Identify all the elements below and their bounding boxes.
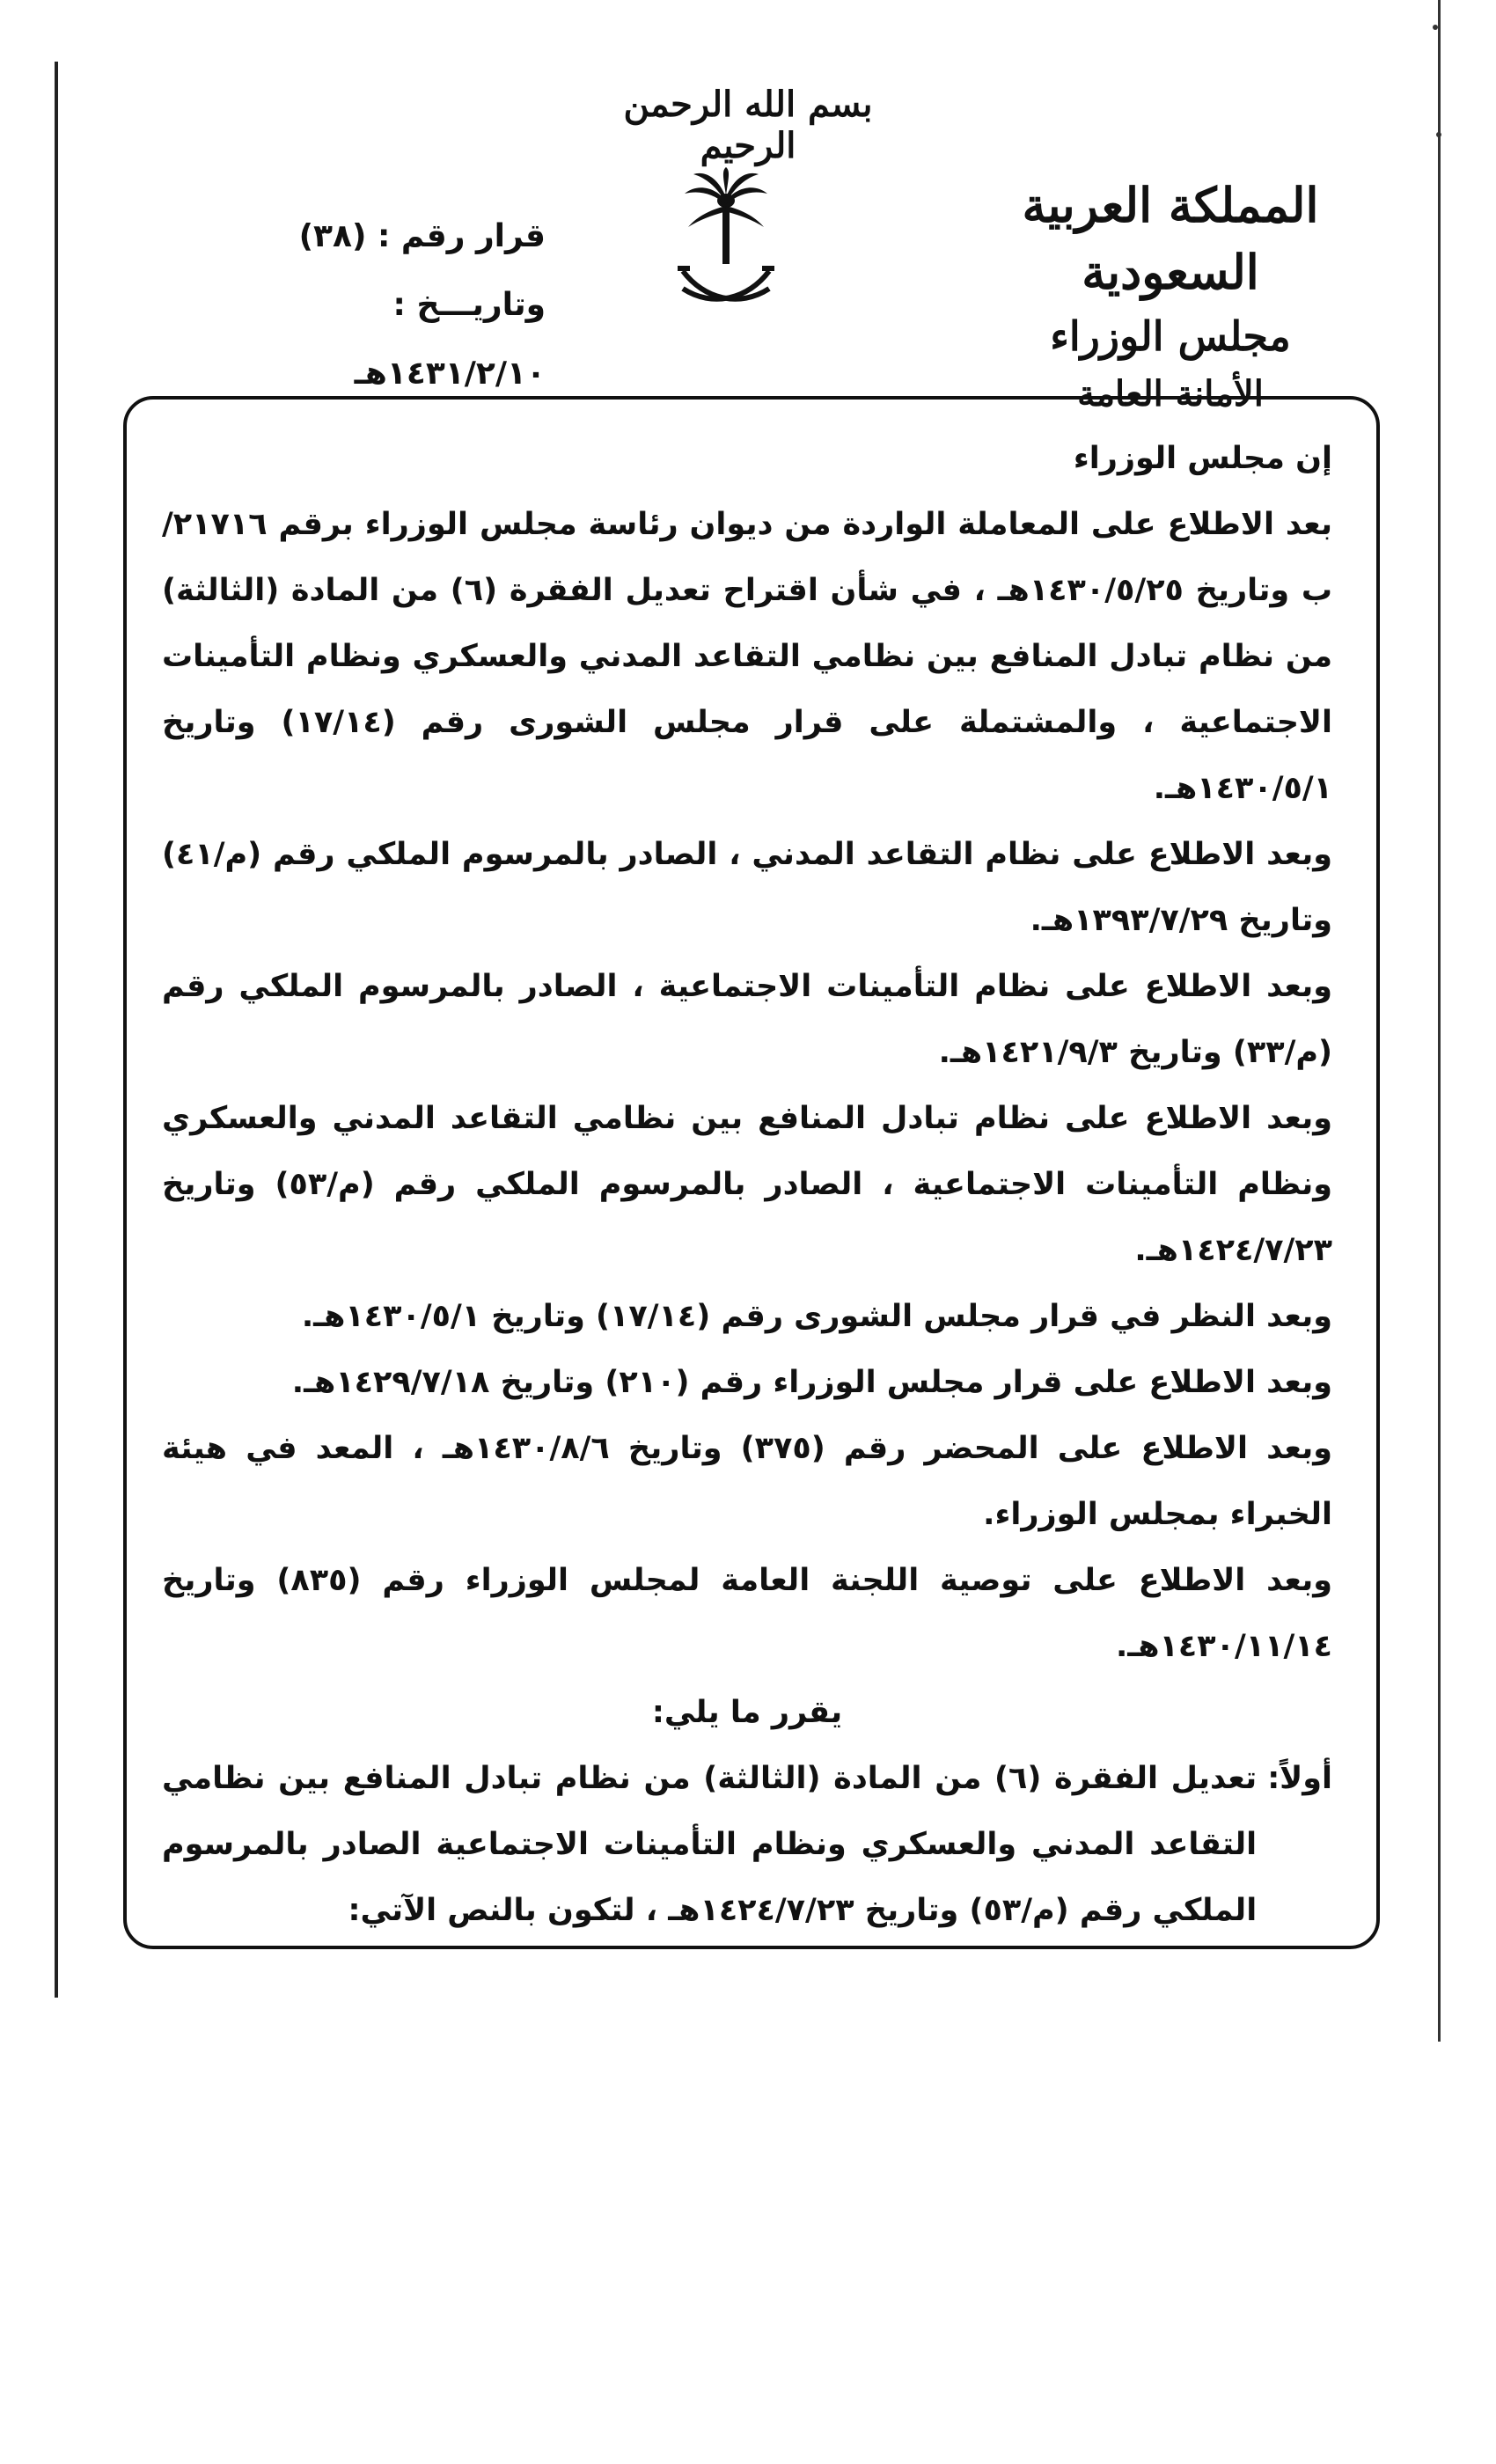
government-header: [950, 172, 1390, 422]
decision-meta: [264, 202, 546, 408]
item-label: أولاً:: [1267, 1761, 1332, 1796]
decision-item-one: [162, 1746, 1332, 1944]
saudi-emblem-icon: [678, 167, 774, 317]
basmala: بسم الله الرحمن الرحيم: [623, 84, 873, 166]
decides-heading: يقرر ما يلي:: [651, 1695, 843, 1730]
recital-paragraph: وبعد النظر في قرار مجلس الشورى رقم (١٧/١٤) وتاريخ ١٤٣٠/٥/١هـ.: [301, 1299, 1332, 1334]
recital-paragraph: وبعد الاطلاع على نظام تبادل المنافع بين نظامي التقاعد المدني والعسكري ونظام التأمينات الاجتماعية ، الصادر بالمرسوم الملكي رقم (م/٥٣) وتاريخ ١٤٢٤/٧/٢٣هـ.: [162, 1101, 1332, 1268]
item-text: تعديل الفقرة (٦) من المادة (الثالثة) من نظام تبادل المنافع بين نظامي التقاعد المدني والعسكري ونظام التأمينات الاجتماعية الصادر بالمرسوم الملكي رقم (م/٥٣) وتاريخ ١٤٢٤/٧/٢٣هـ ، لتكون بالنص الآتي:: [162, 1761, 1258, 1928]
recital-paragraph: وبعد الاطلاع على نظام التأمينات الاجتماعية ، الصادر بالمرسوم الملكي رقم (م/٣٣) وتاريخ ١٤٢١/٩/٣هـ.: [162, 969, 1332, 1070]
scan-edge-left: [55, 62, 58, 1998]
recital-paragraph: بعد الاطلاع على المعاملة الواردة من ديوان رئاسة مجلس الوزراء برقم ٢١٧١٦/ب وتاريخ ١٤٣٠/٥/٢٥هـ ، في شأن اقتراح تعديل الفقرة (٦) من المادة (الثالثة) من نظام تبادل المنافع بين نظامي التقاعد المدني والعسكري ونظام التأمينات الاجتماعية ، والمشتملة على قرار مجلس الشورى رقم (١٧/١٤) وتاريخ ١٤٣٠/٥/١هـ.: [162, 507, 1332, 806]
decision-number: قرار رقم : (٣٨): [298, 218, 546, 254]
recital-paragraph: وبعد الاطلاع على قرار مجلس الوزراء رقم (٢١٠) وتاريخ ١٤٢٩/٧/١٨هـ.: [291, 1365, 1332, 1400]
secretariat-name: الأمانة العامة: [1077, 373, 1264, 414]
recital-paragraph: وبعد الاطلاع على توصية اللجنة العامة لمجلس الوزراء رقم (٨٣٥) وتاريخ ١٤٣٠/١١/١٤هـ.: [162, 1563, 1332, 1664]
scan-edge-right: [1438, 0, 1441, 2042]
scan-speck: [1436, 132, 1441, 137]
decision-text-box: [123, 396, 1380, 1949]
council-name: مجلس الوزراء: [1050, 312, 1291, 360]
decision-date: وتاريـــخ : ١٤٣١/٢/١٠هـ: [354, 287, 546, 392]
scan-speck: [1433, 25, 1438, 30]
decision-body: [162, 426, 1332, 1944]
recital-paragraph: وبعد الاطلاع على المحضر رقم (٣٧٥) وتاريخ ١٤٣٠/٨/٦هـ ، المعد في هيئة الخبراء بمجلس الوزراء.: [162, 1431, 1332, 1532]
recital-paragraph: وبعد الاطلاع على نظام التقاعد المدني ، الصادر بالمرسوم الملكي رقم (م/٤١) وتاريخ ١٣٩٣/٧/٢٩هـ.: [162, 837, 1332, 938]
opening-line: إن مجلس الوزراء: [1073, 441, 1332, 476]
kingdom-name: المملكة العربية السعودية: [1022, 177, 1319, 300]
